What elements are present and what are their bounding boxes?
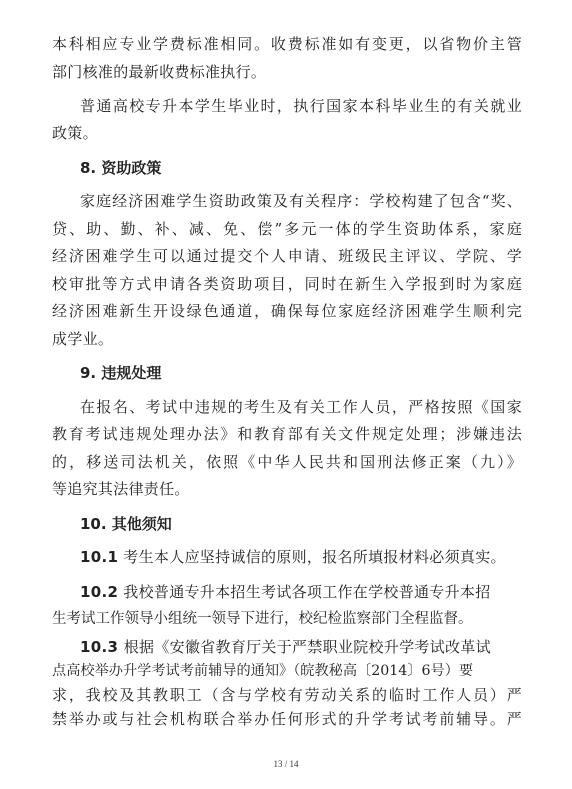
- section-heading-9: 9. 违规处理: [80, 364, 162, 382]
- clause-line: [80, 582, 522, 602]
- section-heading-8: 8. 资助政策: [80, 159, 162, 177]
- paragraph-line: 本科相应专业学费标准相同。收费标准如有变更，以省物价主管: [52, 35, 522, 53]
- clause-text: 我校普通专升本招生考试各项工作在学校普通专升本招: [123, 583, 491, 601]
- paragraph-line: 贷、助、勤、补、减、免、偿”多元一体的学生资助体系，家庭: [52, 220, 522, 238]
- section-heading-10: 10. 其他须知: [80, 515, 172, 533]
- clause-number: 10.2: [80, 583, 119, 601]
- paragraph-line: 教育考试违规处理办法》和教育部有关文件规定处理；涉嫌违法: [52, 425, 522, 443]
- paragraph-line: 生考试工作领导小组统一领导下进行，校纪检监察部门全程监督。: [52, 611, 473, 627]
- page-number: 13 / 14: [273, 759, 299, 769]
- paragraph-line: 家庭经济困难学生资助政策及有关程序：学校构建了包含“奖、: [80, 192, 522, 210]
- paragraph-line: 政策。: [52, 124, 98, 142]
- paragraph-line: 在报名、考试中违规的考生及有关工作人员，严格按照《国家: [80, 398, 522, 416]
- paragraph-line: 部门核准的最新收费标准执行。: [52, 63, 267, 81]
- clause-text: 考生本人应坚持诚信的原则，报名所填报材料必须真实。: [123, 548, 506, 566]
- clause-text: 根据《安徽省教育厅关于严禁职业院校升学考试改革试: [123, 638, 491, 656]
- clause-number: 10.1: [80, 548, 119, 566]
- paragraph-line: 经济困难学生可以通过提交个人申请、班级民主评议、学院、学: [52, 247, 522, 265]
- paragraph-line: 禁举办或与社会机构联合举办任何形式的升学考试考前辅导。严: [52, 710, 522, 728]
- clause-number: 10.3: [80, 638, 124, 656]
- paragraph-line: 点高校举办升学考试考前辅导的通知》（皖教秘高〔2014〕6号）要: [52, 663, 474, 679]
- clause-line: [80, 547, 522, 567]
- paragraph-line: 等追究其法律责任。: [52, 480, 190, 498]
- paragraph-line: 的，移送司法机关，依照《中华人民共和国刑法修正案（九）》: [52, 453, 522, 471]
- paragraph-line: 校审批等方式申请各类资助项目，同时在新生入学报到时为家庭: [52, 275, 522, 293]
- paragraph-line: 普通高校专升本学生毕业时，执行国家本科毕业生的有关就业: [80, 97, 522, 115]
- paragraph-line: 求，我校及其教职工（含与学校有劳动关系的临时工作人员）严: [52, 686, 522, 704]
- paragraph-line: 成学业。: [52, 330, 114, 348]
- paragraph-line: 经济困难新生开设绿色通道，确保每位家庭经济困难学生顺利完: [52, 302, 522, 320]
